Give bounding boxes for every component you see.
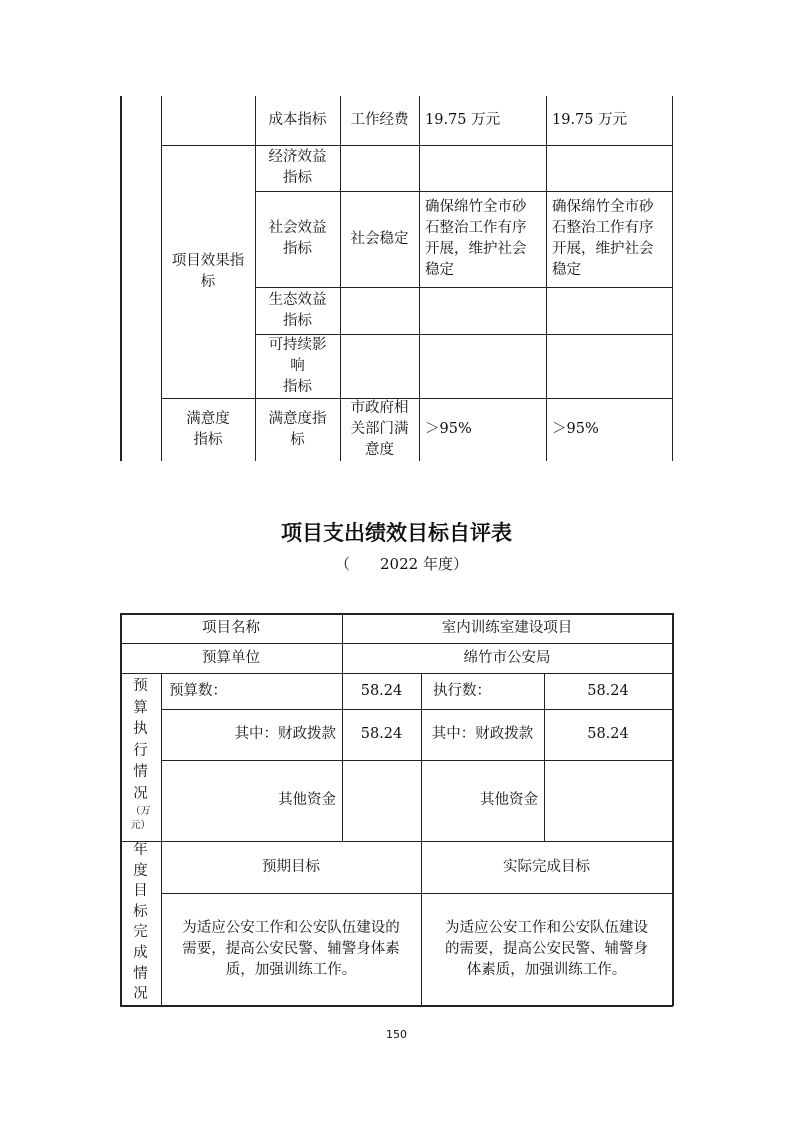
fiscal-allocation-label-executed: 其中：财政拨款 [431,726,534,742]
satisfaction-item: 市政府相 关部门满 意度 [350,400,409,458]
executed-amount-label: 执行数： [433,682,491,699]
satisfaction-actual-value: ＞95% [552,421,599,437]
social-expected-text: 确保绵竹全市砂 石整治工作有序 开展，维护社会 稳定 [425,199,527,278]
ecological-benefit-label: 生态效益 指标 [268,291,327,329]
satisfaction-expected-value: ＞95% [425,421,472,437]
satisfaction-group-label: 满意度 指标 [186,410,230,448]
year-subtitle: （ 2022 年度） [335,555,468,573]
budget-amount-label: 预算数： [169,682,227,699]
economic-benefit-label: 经济效益 指标 [268,149,327,186]
social-actual-text: 确保绵竹全市砂 石整治工作有序 开展，维护社会 稳定 [552,199,654,278]
effect-indicator-group-label: 项目效果指 标 [171,252,245,290]
social-benefit-label: 社会效益 指标 [268,220,327,257]
satisfaction-indicator-label: 满意度指 标 [268,410,327,448]
cost-expected-value: 19.75 万元 [425,112,501,128]
executed-amount-value: 58.24 [587,682,629,699]
actual-goal-text: 为适应公安工作和公安队伍建设 的需要，提高公安民警、辅警身 体素质，加强训练工作。 [445,919,648,978]
page-number: 150 [386,1028,407,1041]
sustainable-impact-label: 可持续影 响 指标 [268,336,327,395]
cost-indicator-item: 工作经费 [350,112,409,128]
project-name-value: 室内训练室建设项目 [441,619,573,636]
unit-note: （万 元） [130,806,151,831]
budget-amount-value: 58.24 [360,682,403,699]
annual-goal-side-label: 年 度 目 标 完 成 情 况 [133,842,148,1003]
other-funds-label-executed: 其他资金 [480,792,538,808]
cost-actual-value: 19.75 万元 [552,112,628,128]
social-benefit-item: 社会稳定 [350,230,409,247]
actual-goal-header: 实际完成目标 [503,858,590,875]
project-name-label: 项目名称 [202,619,260,636]
fiscal-allocation-value-executed: 58.24 [587,726,629,742]
page-title: 项目支出绩效目标自评表 [281,521,512,545]
other-funds-label-budget: 其他资金 [278,792,336,808]
budget-execution-side-label: 预 算 执 行 情 况 （万 元） [130,678,151,831]
expected-goal-header: 预期目标 [262,858,320,875]
expected-goal-text: 为适应公安工作和公安队伍建设的 需要，提高公安民警、辅警身体素 质，加强训练工作。 [182,919,400,978]
budget-unit-value: 绵竹市公安局 [463,649,551,666]
cost-indicator-label: 成本指标 [268,112,327,128]
budget-unit-label: 预算单位 [202,649,260,666]
fiscal-allocation-label-budget: 其中：财政拨款 [234,726,336,742]
fiscal-allocation-value-budget: 58.24 [360,726,403,742]
